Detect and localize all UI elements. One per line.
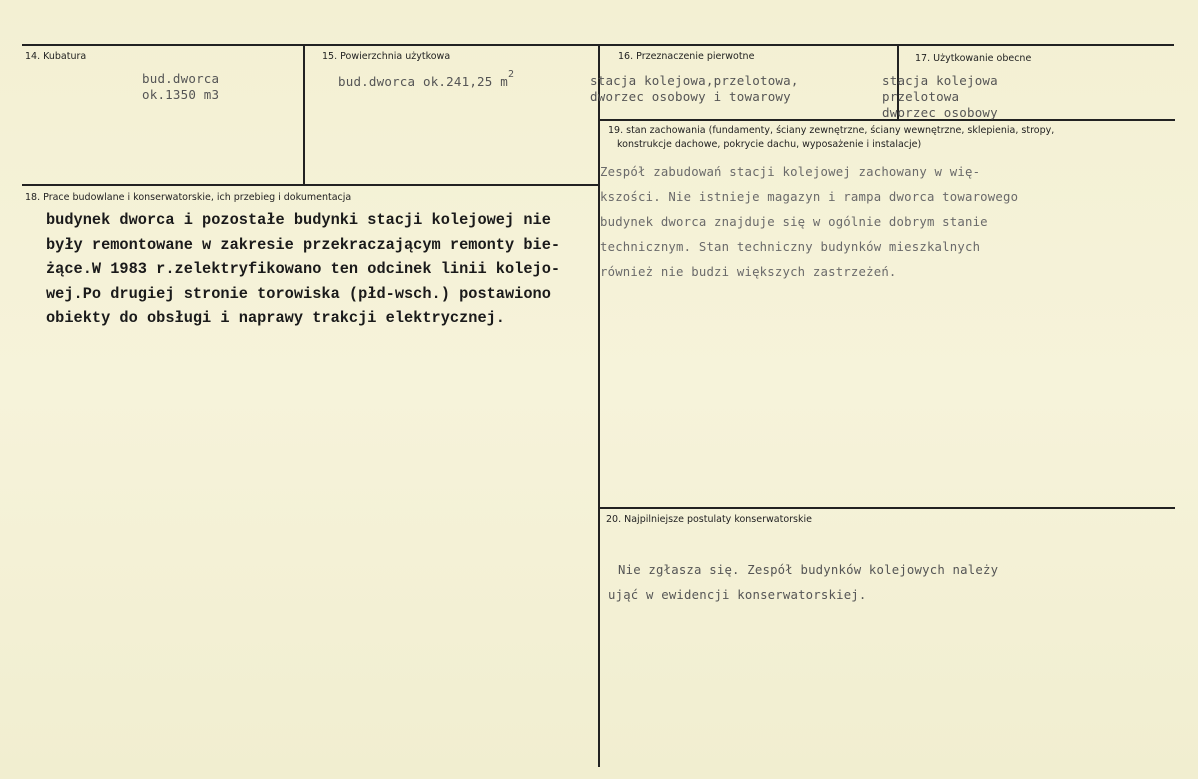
divider-15-16 bbox=[598, 45, 600, 767]
field-16-line: stacja kolejowa,przelotowa, bbox=[590, 73, 799, 88]
field-15-label: 15. Powierzchnia użytkowa bbox=[322, 51, 451, 62]
rule-above-18 bbox=[22, 184, 599, 186]
field-19-label-line-2: konstrukcje dachowe, pokrycie dachu, wyposażenie i instalacje) bbox=[617, 139, 922, 150]
field-14-label: 14. Kubatura bbox=[25, 51, 87, 62]
field-18-line: były remontowane w zakresie przekraczającym remonty bie- bbox=[46, 235, 561, 254]
field-16-label: 16. Przeznaczenie pierwotne bbox=[618, 51, 755, 62]
field-16-value bbox=[590, 73, 799, 105]
field-18-line: obiekty do obsługi i naprawy trakcji elektrycznej. bbox=[46, 309, 505, 327]
rule-above-20 bbox=[599, 507, 1175, 509]
field-14-line: ok.1350 m3 bbox=[142, 87, 220, 102]
field-18-line: wej.Po drugiej stronie torowiska (płd-wsch.) postawiono bbox=[46, 284, 551, 303]
field-19-line: budynek dworca znajduje się w ogólnie dobrym stanie bbox=[600, 215, 988, 229]
divider-14-15 bbox=[303, 45, 305, 185]
field-19-line: kszości. Nie istnieje magazyn i rampa dworca towarowego bbox=[600, 190, 1019, 204]
field-15-area: bud.dworca ok.241,25 m bbox=[338, 74, 508, 90]
field-20-line: Nie zgłasza się. Zespół budynków kolejowych należy bbox=[618, 563, 999, 577]
field-15-value bbox=[338, 71, 514, 90]
field-17-line: dworzec osobowy bbox=[882, 105, 998, 120]
field-19-value bbox=[600, 160, 1018, 285]
field-17-line: przelotowa bbox=[882, 89, 960, 104]
field-14-value bbox=[142, 71, 219, 103]
field-17-line: stacja kolejowa bbox=[882, 73, 998, 88]
field-19-label-line-1: 19. stan zachowania (fundamenty, ściany zewnętrzne, ściany wewnętrzne, sklepienia, stropy, bbox=[608, 125, 1055, 136]
field-19-line: technicznym. Stan techniczny budynków mieszkalnych bbox=[600, 240, 981, 254]
field-14-line: bud.dworca bbox=[142, 71, 220, 86]
field-17-label: 17. Użytkowanie obecne bbox=[915, 53, 1032, 64]
field-18-line: żące.W 1983 r.zelektryfikowano ten odcinek linii kolejo- bbox=[46, 260, 561, 278]
field-18-label: 18. Prace budowlane i konserwatorskie, ich przebieg i dokumentacja bbox=[25, 192, 352, 203]
field-18-value bbox=[46, 208, 560, 331]
field-18-line: budynek dworca i pozostałe budynki stacji kolejowej nie bbox=[46, 211, 551, 229]
field-19-line: również nie budzi większych zastrzeżeń. bbox=[600, 265, 897, 279]
field-16-line: dworzec osobowy i towarowy bbox=[590, 89, 791, 104]
field-20-line: ująć w ewidencji konserwatorskiej. bbox=[608, 588, 867, 602]
field-20-value bbox=[608, 558, 998, 608]
field-17-value bbox=[882, 73, 998, 121]
field-15-unit-superscript: 2 bbox=[507, 69, 515, 80]
field-20-label: 20. Najpilniejsze postulaty konserwatorskie bbox=[606, 514, 812, 525]
field-19-line: Zespół zabudowań stacji kolejowej zachowany w wię- bbox=[600, 165, 981, 179]
